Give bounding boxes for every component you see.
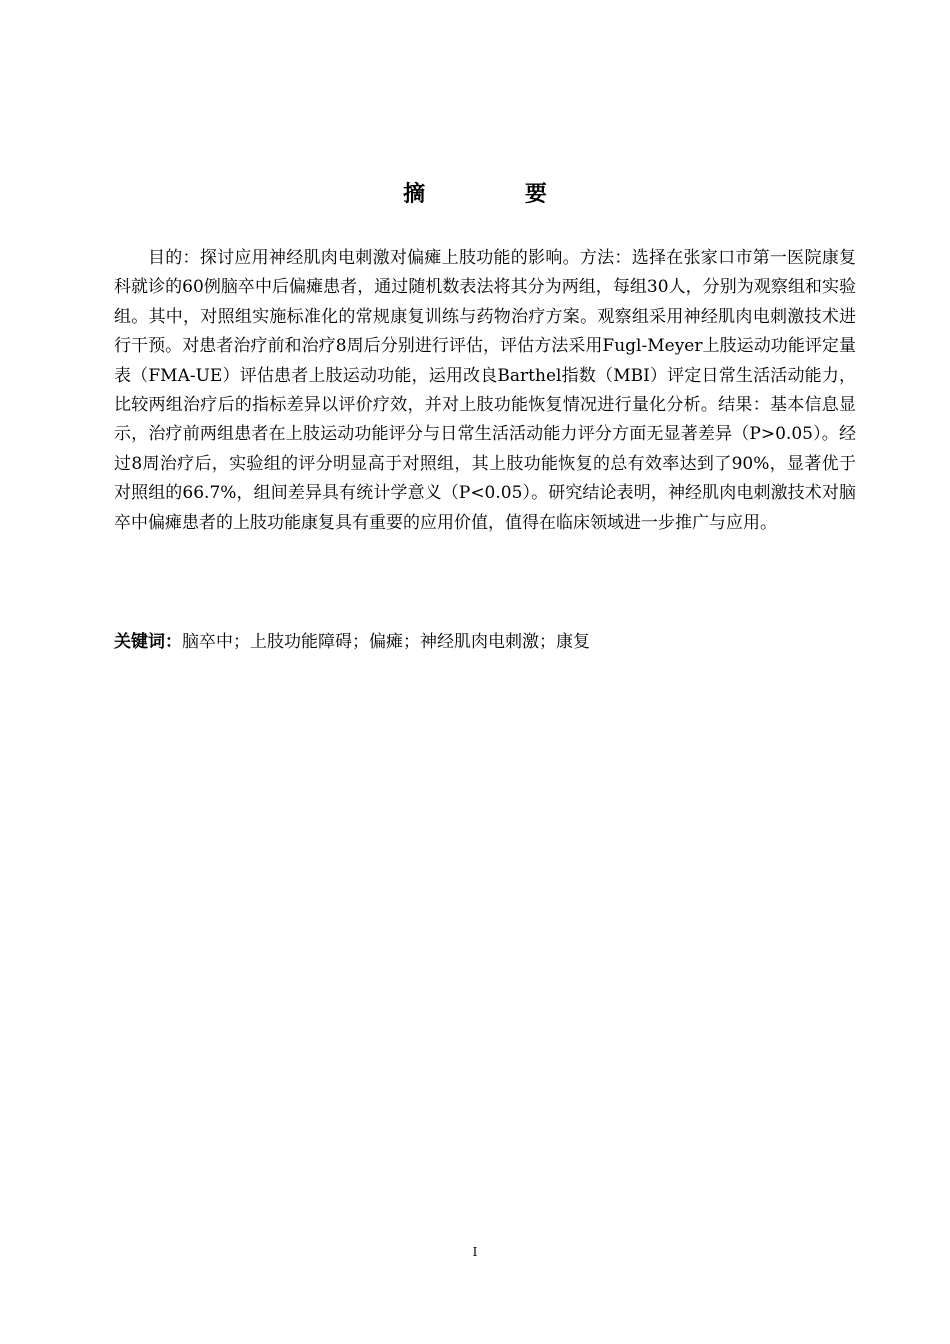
abstract-title: 摘 要 [403,182,593,207]
keywords-list: 脑卒中；上肢功能障碍；偏瘫；神经肌肉电刺激；康复 [182,632,590,652]
keywords-line [114,628,856,657]
abstract-paragraph: 目的：探讨应用神经肌肉电刺激对偏瘫上肢功能的影响。方法：选择在张家口市第一医院康复科就诊的60例脑卒中后偏瘫患者，通过随机数表法将其分为两组，每组30人，分别为观察组和实验组。其中，对照组实施标准化的常规康复训练与药物治疗方案。观察组采用神经肌肉电刺激技术进行干预。对患者治疗前和治疗8周后分别进行评估，评估方法采用Fugl-Meyer上肢运动功能评定量表（FMA-UE）评估患者上肢运动功能，运用改良Barthel指数（MBI）评定日常生活活动能力，比较两组治疗后的指标差异以评价疗效，并对上肢功能恢复情况进行量化分析。结果：基本信息显示，治疗前两组患者在上肢运动功能评分与日常生活活动能力评分方面无显著差异（P>0.05）。经过8周治疗后，实验组的评分明显高于对照组，其上肢功能恢复的总有效率达到了90%，显著优于对照组的66.7%，组间差异具有统计学意义（P<0.05）。研究结论表明，神经肌肉电刺激技术对脑卒中偏瘫患者的上肢功能康复具有重要的应用价值，值得在临床领域进一步推广与应用。 [114,248,856,533]
page-number: I [472,1245,478,1259]
keywords-label: 关键词： [114,632,182,652]
